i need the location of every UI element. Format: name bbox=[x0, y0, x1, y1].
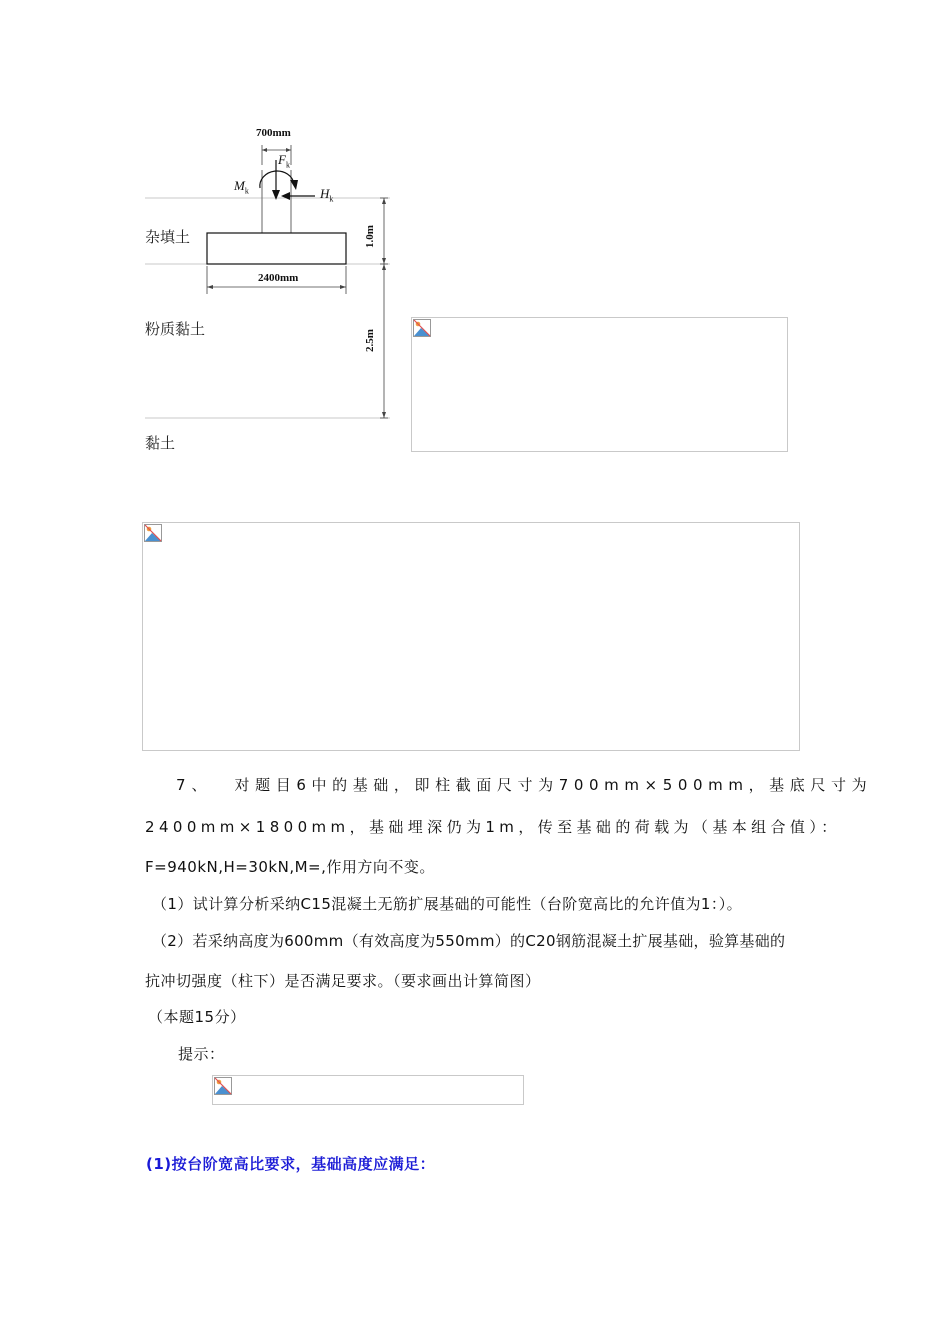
problem-line-2: 2400mm×1800mm，基础埋深仍为1m，传至基础的荷载为（基本组合值）： bbox=[145, 818, 841, 836]
moment-arc bbox=[260, 171, 294, 188]
broken-image-icon bbox=[413, 319, 431, 337]
soil-label-silty-clay: 粉质黏土 bbox=[145, 320, 206, 338]
force-symbol: F bbox=[278, 152, 286, 167]
layer2-depth-label: 2.5m bbox=[364, 329, 376, 352]
depth-label: 1.0m bbox=[364, 225, 376, 248]
problem-item-1: （1）试计算分析采纳C15混凝土无筋扩展基础的可能性（台阶宽高比的允许值为1：）。 bbox=[152, 895, 743, 913]
col-width-label: 700mm bbox=[256, 127, 291, 139]
broken-image-icon bbox=[144, 524, 162, 542]
problem-item-2a: （2）若采纳高度为600mm（有效高度为550mm）的C20钢筋混凝土扩展基础，验算基础的 bbox=[152, 932, 786, 950]
image-placeholder-2 bbox=[142, 522, 800, 751]
problem-line-1 bbox=[176, 774, 872, 795]
hint-label: 提示： bbox=[178, 1045, 225, 1063]
problem-score: （本题15分） bbox=[148, 1008, 246, 1026]
image-placeholder-1 bbox=[411, 317, 788, 452]
moment-subscript: k bbox=[244, 186, 249, 196]
footing-rect bbox=[207, 233, 346, 264]
horiz-subscript: k bbox=[329, 194, 334, 204]
moment-label bbox=[234, 178, 249, 196]
force-label bbox=[278, 152, 290, 170]
problem-item-2b: 抗冲切强度（柱下）是否满足要求。（要求画出计算简图） bbox=[145, 972, 541, 990]
soil-label-fill: 杂填土 bbox=[145, 228, 191, 246]
broken-image-icon bbox=[214, 1077, 232, 1095]
image-placeholder-3 bbox=[212, 1075, 524, 1105]
soil-label-clay: 黏土 bbox=[145, 434, 176, 452]
problem-number: 7、 bbox=[176, 776, 213, 794]
problem-line-1-text: 对题目6中的基础，即柱截面尺寸为700mm×500mm，基底尺寸为 bbox=[234, 776, 873, 794]
problem-line-3: F=940kN,H=30kN,M=,作用方向不变。 bbox=[145, 858, 435, 876]
base-width-label: 2400mm bbox=[258, 272, 299, 284]
moment-symbol: M bbox=[234, 178, 245, 193]
horizontal-force-label bbox=[320, 186, 333, 204]
answer-heading: (1)按台阶宽高比要求，基础高度应满足： bbox=[146, 1155, 436, 1173]
force-subscript: k bbox=[285, 160, 290, 170]
horiz-symbol: H bbox=[320, 186, 330, 201]
